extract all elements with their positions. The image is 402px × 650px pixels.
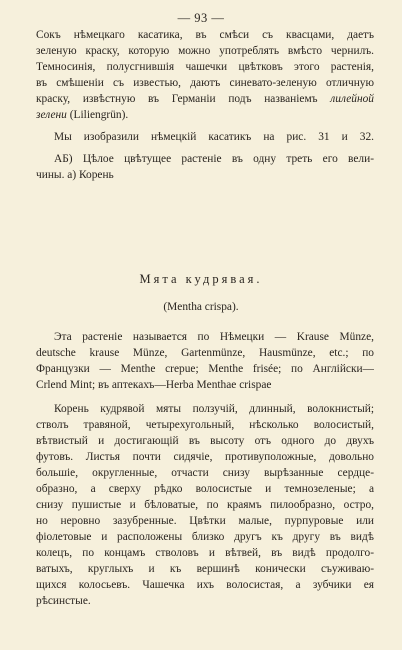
- text-line: чины. а) Корень: [36, 169, 114, 181]
- text-line: [36, 108, 374, 123]
- text-line: Темносинія, полусгнившія чашечки цвѣтковъ этого растенія,: [36, 61, 374, 73]
- text-line: АБ) Цѣлое цвѣтущее растеніе въ одну треть его вели-: [54, 153, 374, 165]
- text-line: Сокъ нѣмецкаго касатика, въ смѣси съ квасцами, даетъ: [36, 29, 374, 41]
- text-fragment: краску, извѣстную въ Германіи подъ названіемъ: [36, 93, 318, 105]
- text-line: образно, а сверху рѣдко волосистые и темнозеленые; а: [36, 483, 374, 495]
- text-line: Корень кудрявой мяты ползучій, длинный, волокнистый;: [54, 403, 374, 415]
- text-line: Мы изобразили нѣмецкій касатикъ на рис. 31 и 32.: [54, 131, 374, 143]
- italic-term: лилейной: [330, 93, 374, 105]
- text-line: снизу пушистые и бѣловатые, по краямъ пилообразно, остро,: [36, 499, 374, 511]
- text-line: фіолетовые и расположены близко другъ къ другу въ видѣ: [36, 531, 374, 543]
- text-line: стволъ травяной, четырехугольный, нѣсколько волосистый,: [36, 419, 374, 431]
- text-line: Crlend Mint; въ аптекахъ—Herba Menthae crispae: [36, 379, 272, 391]
- text-line: но неровно зазубренные. Цвѣтки малые, пурпуровые или: [36, 515, 374, 527]
- text-line: вѣтвистый и достигающій въ высоту отъ одного до двухъ: [36, 435, 374, 447]
- section-heading: Мята кудрявая.: [139, 272, 263, 286]
- text-line: въ смѣшеніи съ известью, даютъ синевато-зеленую отличную: [36, 77, 374, 89]
- text-line: большіе, округленные, отчасти снизу вырѣзанные сердце-: [36, 467, 374, 479]
- page-number: — 93 —: [177, 11, 225, 25]
- text-line: зеленую краску, которую можно употреблять вмѣсто чернилъ.: [36, 45, 374, 57]
- text-line: Эта растеніе называется по Нѣмецки — Krause Münze,: [54, 331, 374, 343]
- text-line: Французки — Menthe crepue; Menthe frisée; по Англійски—: [36, 363, 374, 375]
- text-line: колецъ, по концамъ стволовъ и вѣтвей, въ видѣ продолго-: [36, 547, 374, 559]
- text-fragment: (Liliengrün).: [69, 109, 129, 121]
- latin-name: (Mentha crispa).: [163, 301, 239, 313]
- text-line: ватыхъ, круглыхъ и къ вершинѣ конически съуживаю-: [36, 563, 374, 575]
- text-line: [36, 92, 374, 107]
- text-line: deutsche krause Münze, Gartenmünze, Hausmünze, etc.; по: [36, 347, 374, 359]
- text-line: футовъ. Листья почти сидячіе, противуположные, довольно: [36, 451, 374, 463]
- text-line: рѣсинстые.: [36, 595, 91, 607]
- italic-term: зелени: [36, 109, 67, 121]
- text-line: щихся колосьевъ. Чашечка ихъ волосистая, а зубчики ея: [36, 579, 374, 591]
